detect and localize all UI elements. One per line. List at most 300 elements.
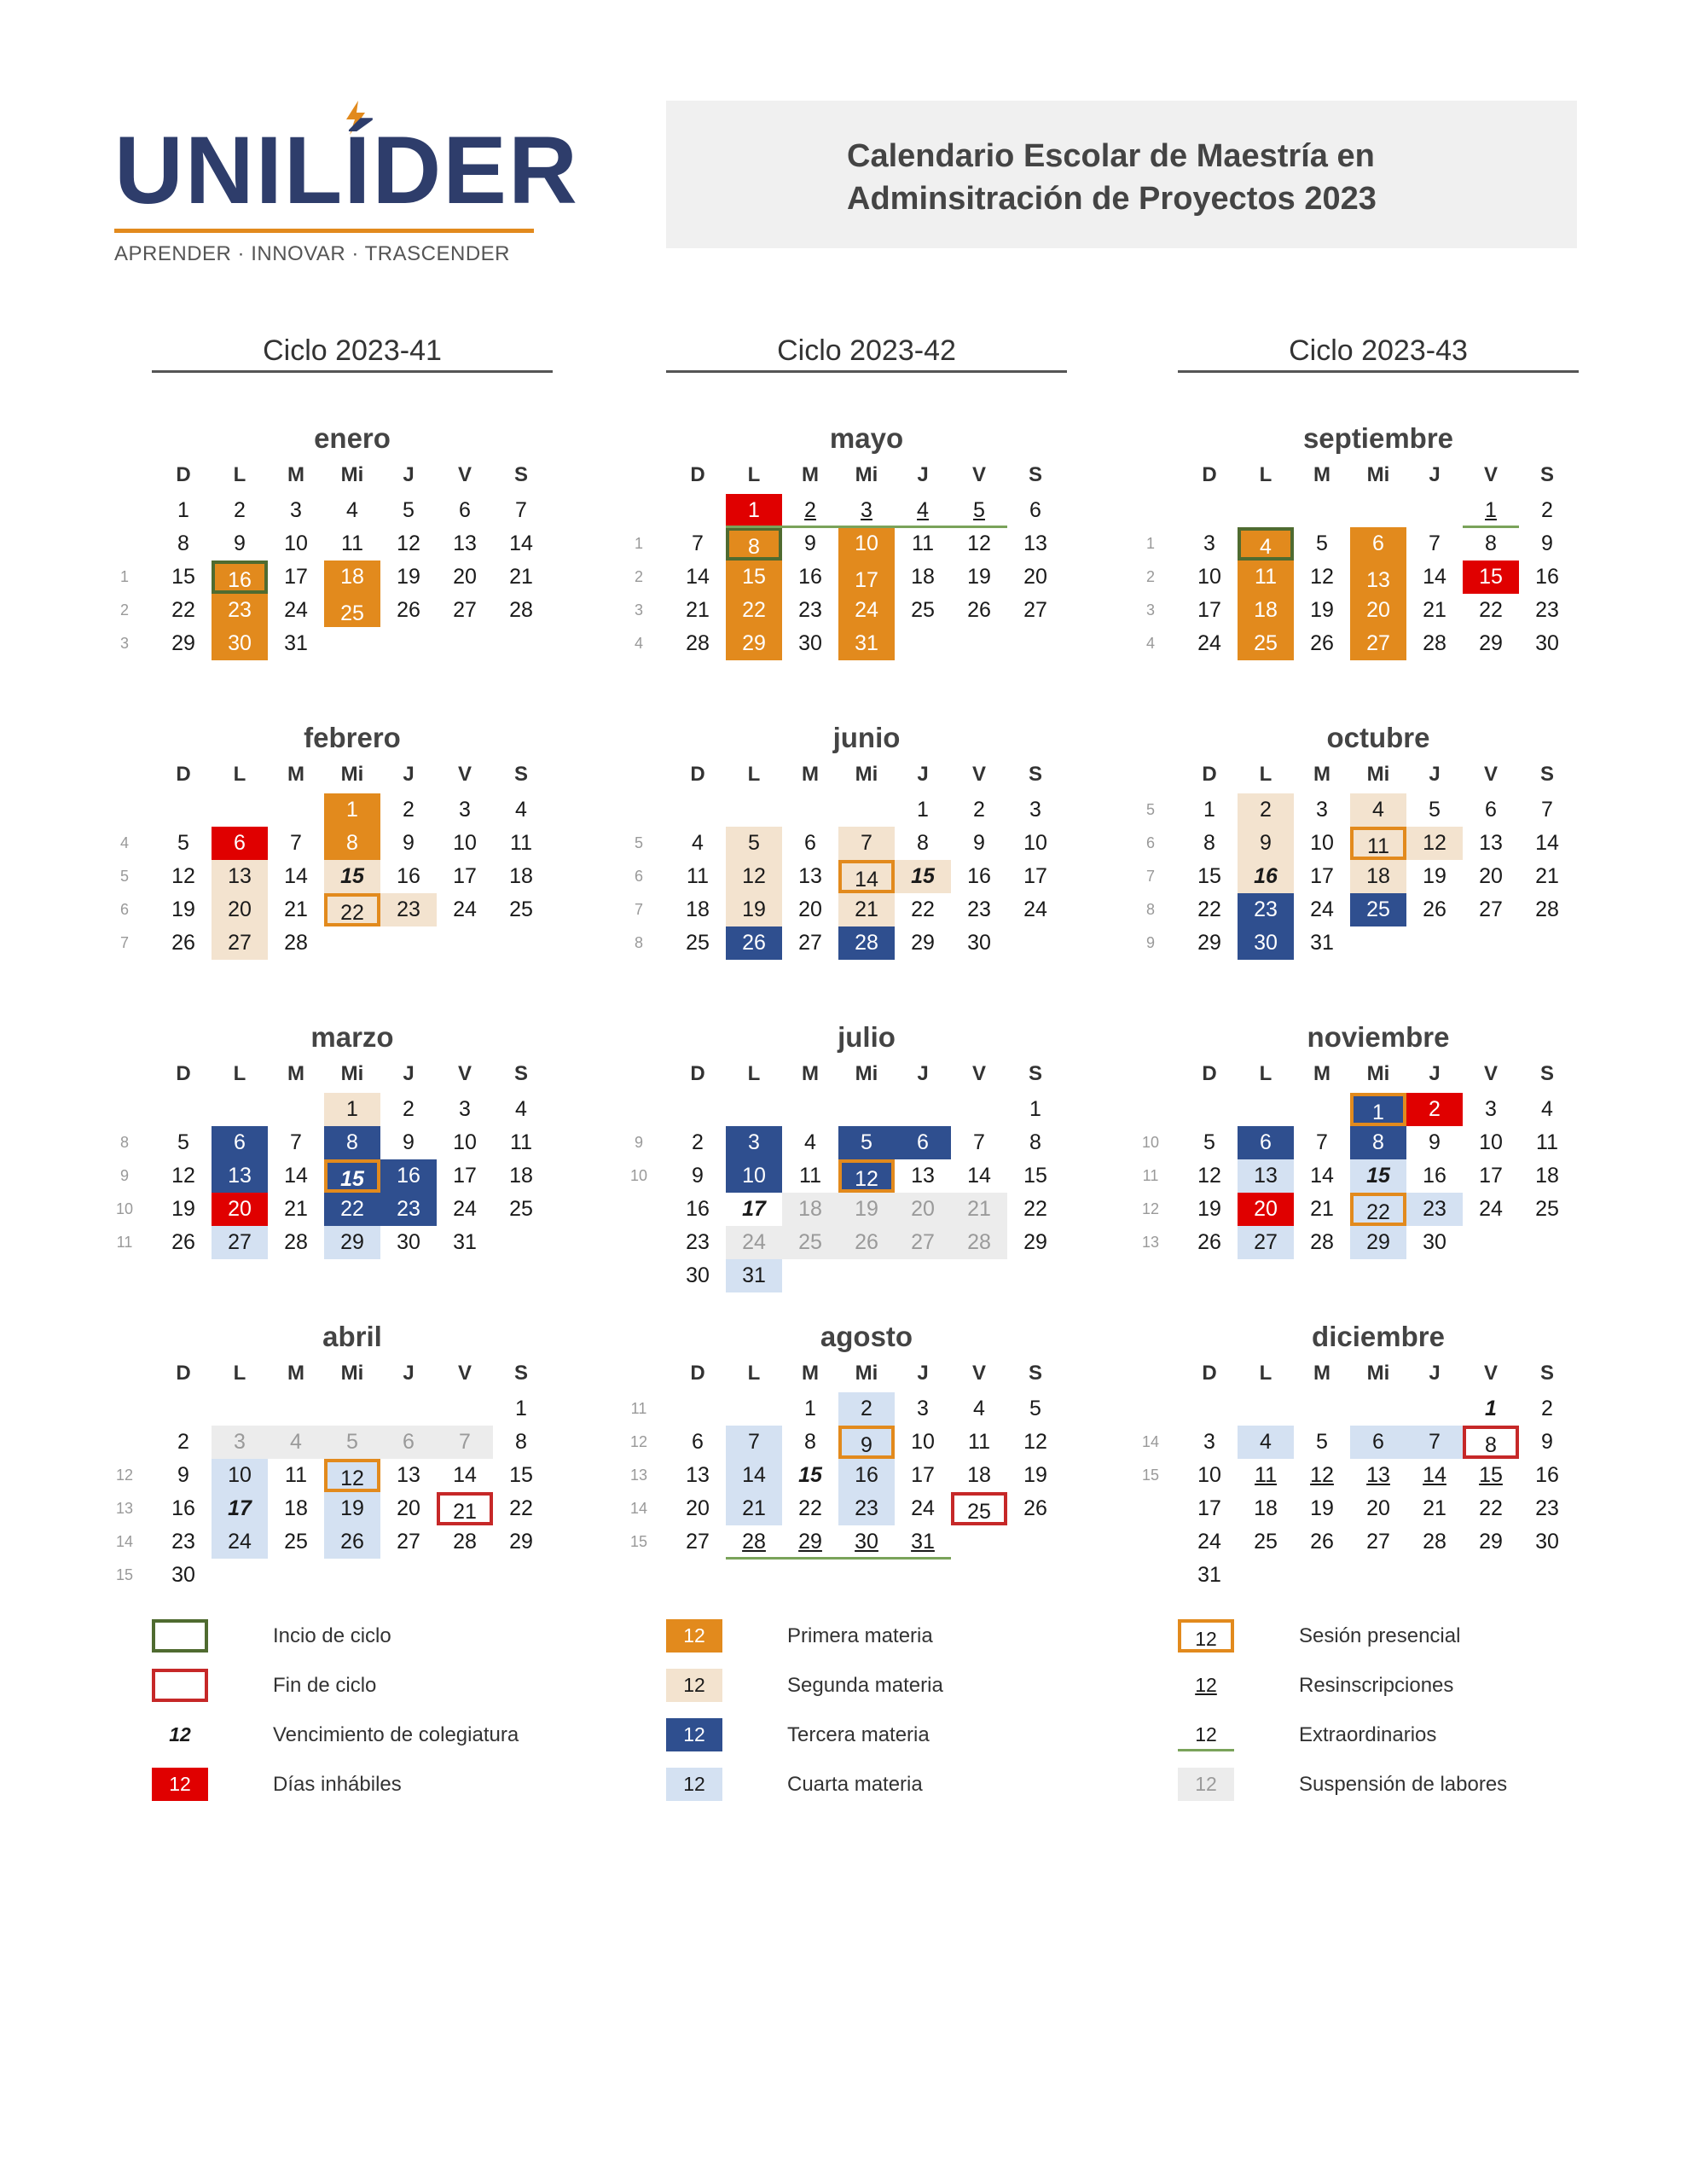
day-cell[interactable]: 11: [687, 864, 709, 888]
day-cell[interactable]: 28: [1310, 1230, 1334, 1254]
day-cell[interactable]: 11: [1536, 1130, 1558, 1154]
day-cell[interactable]: 13: [686, 1463, 710, 1487]
day-cell[interactable]: 23: [967, 897, 991, 921]
day-cell[interactable]: 10: [726, 1159, 782, 1193]
day-cell[interactable]: 26: [171, 931, 195, 955]
day-cell[interactable]: 2: [692, 1130, 704, 1154]
day-cell[interactable]: 19: [838, 1193, 895, 1226]
day-cell[interactable]: 23: [380, 1193, 437, 1226]
day-cell[interactable]: 3: [1203, 531, 1215, 555]
day-cell[interactable]: 25: [509, 897, 533, 921]
day-cell[interactable]: 23: [1406, 1193, 1463, 1226]
day-cell[interactable]: 22: [911, 897, 935, 921]
day-cell[interactable]: 18: [1535, 1164, 1559, 1188]
day-cell[interactable]: 6: [459, 498, 471, 522]
day-cell[interactable]: 15: [798, 1463, 822, 1487]
day-cell[interactable]: 8: [1485, 531, 1497, 555]
day-cell[interactable]: 14: [1423, 565, 1446, 589]
day-cell[interactable]: 25: [1535, 1197, 1559, 1221]
day-cell[interactable]: 21: [951, 1193, 1007, 1226]
day-cell[interactable]: 4: [804, 1130, 816, 1154]
day-cell[interactable]: 22: [798, 1496, 822, 1520]
day-cell[interactable]: 2: [403, 1097, 415, 1121]
day-cell[interactable]: 22: [1350, 1193, 1406, 1226]
day-cell[interactable]: 29: [1023, 1230, 1047, 1254]
day-cell[interactable]: 12: [967, 531, 991, 555]
day-cell[interactable]: 7: [1406, 1426, 1463, 1459]
day-cell[interactable]: 31: [1197, 1563, 1221, 1587]
day-cell[interactable]: 11: [341, 531, 363, 555]
day-cell[interactable]: 28: [838, 926, 895, 960]
day-cell[interactable]: 21: [284, 1197, 308, 1221]
day-cell[interactable]: 19: [967, 565, 991, 589]
day-cell[interactable]: 2: [1541, 1397, 1553, 1420]
day-cell[interactable]: 1: [515, 1397, 527, 1420]
day-cell[interactable]: 16: [967, 864, 991, 888]
day-cell[interactable]: 16: [212, 561, 268, 594]
day-cell[interactable]: 18: [509, 864, 533, 888]
day-cell[interactable]: 20: [895, 1193, 951, 1226]
day-cell[interactable]: 16: [1238, 860, 1294, 893]
day-cell[interactable]: 14: [509, 531, 533, 555]
day-cell[interactable]: 1: [1485, 1397, 1497, 1420]
day-cell[interactable]: 3: [726, 1126, 782, 1159]
day-cell[interactable]: 23: [838, 1492, 895, 1525]
day-cell[interactable]: 5: [838, 1126, 895, 1159]
day-cell[interactable]: 8: [917, 831, 929, 855]
day-cell[interactable]: 1: [726, 494, 782, 527]
day-cell[interactable]: 1: [917, 798, 929, 822]
day-cell[interactable]: 11: [510, 1130, 532, 1154]
day-cell[interactable]: 20: [686, 1496, 710, 1520]
day-cell[interactable]: 3: [459, 798, 471, 822]
day-cell[interactable]: 19: [397, 565, 420, 589]
day-cell[interactable]: 19: [1423, 864, 1446, 888]
day-cell[interactable]: 3: [459, 1097, 471, 1121]
day-cell[interactable]: 28: [1535, 897, 1559, 921]
day-cell[interactable]: 5: [177, 1130, 189, 1154]
day-cell[interactable]: 24: [453, 1197, 477, 1221]
day-cell[interactable]: 13: [212, 1159, 268, 1193]
day-cell[interactable]: 22: [1197, 897, 1221, 921]
day-cell[interactable]: 28: [1423, 1530, 1446, 1554]
day-cell[interactable]: 5: [726, 827, 782, 860]
day-cell[interactable]: 18: [967, 1463, 991, 1487]
day-cell[interactable]: 28: [951, 1226, 1007, 1259]
day-cell[interactable]: 17: [911, 1463, 935, 1487]
day-cell[interactable]: 2: [973, 798, 985, 822]
day-cell[interactable]: 20: [798, 897, 822, 921]
day-cell[interactable]: 6: [1029, 498, 1041, 522]
day-cell[interactable]: 30: [686, 1263, 710, 1287]
day-cell[interactable]: 14: [284, 864, 308, 888]
day-cell[interactable]: 29: [726, 627, 782, 660]
day-cell[interactable]: 28: [284, 1230, 308, 1254]
day-cell[interactable]: 25: [686, 931, 710, 955]
day-cell[interactable]: 9: [838, 1426, 895, 1459]
day-cell[interactable]: 9: [1429, 1130, 1441, 1154]
day-cell[interactable]: 1: [1203, 798, 1215, 822]
day-cell[interactable]: 18: [782, 1193, 838, 1226]
day-cell[interactable]: 12: [1197, 1164, 1221, 1188]
day-cell[interactable]: 6: [1350, 1426, 1406, 1459]
day-cell[interactable]: 6: [895, 1126, 951, 1159]
day-cell[interactable]: 6: [1350, 527, 1406, 561]
day-cell[interactable]: 26: [1197, 1230, 1221, 1254]
day-cell[interactable]: 15: [1023, 1164, 1047, 1188]
day-cell[interactable]: 30: [798, 631, 822, 655]
day-cell[interactable]: 29: [1479, 631, 1503, 655]
day-cell[interactable]: 14: [838, 860, 895, 893]
day-cell[interactable]: 25: [1238, 627, 1294, 660]
day-cell[interactable]: 22: [1479, 598, 1503, 622]
day-cell[interactable]: 21: [838, 893, 895, 926]
day-cell[interactable]: 1: [1485, 498, 1497, 522]
day-cell[interactable]: 12: [1310, 1463, 1334, 1487]
day-cell[interactable]: 21: [1310, 1197, 1334, 1221]
day-cell[interactable]: 18: [1238, 594, 1294, 627]
day-cell[interactable]: 10: [284, 531, 308, 555]
day-cell[interactable]: 26: [726, 926, 782, 960]
day-cell[interactable]: 13: [397, 1463, 420, 1487]
day-cell[interactable]: 20: [397, 1496, 420, 1520]
day-cell[interactable]: 26: [1023, 1496, 1047, 1520]
day-cell[interactable]: 3: [290, 498, 302, 522]
day-cell[interactable]: 7: [1316, 1130, 1328, 1154]
day-cell[interactable]: 5: [1203, 1130, 1215, 1154]
day-cell[interactable]: 27: [1479, 897, 1503, 921]
day-cell[interactable]: 9: [1541, 1430, 1553, 1454]
day-cell[interactable]: 30: [1535, 631, 1559, 655]
day-cell[interactable]: 19: [1310, 598, 1334, 622]
day-cell[interactable]: 16: [397, 864, 420, 888]
day-cell[interactable]: 3: [1316, 798, 1328, 822]
day-cell[interactable]: 8: [1029, 1130, 1041, 1154]
day-cell[interactable]: 11: [285, 1463, 307, 1487]
day-cell[interactable]: 24: [838, 594, 895, 627]
day-cell[interactable]: 25: [911, 598, 935, 622]
day-cell[interactable]: 27: [1350, 627, 1406, 660]
day-cell[interactable]: 5: [973, 498, 985, 522]
day-cell[interactable]: 3: [1485, 1097, 1497, 1121]
day-cell[interactable]: 30: [1535, 1530, 1559, 1554]
day-cell[interactable]: 27: [798, 931, 822, 955]
day-cell[interactable]: 27: [895, 1226, 951, 1259]
day-cell[interactable]: 14: [1535, 831, 1559, 855]
day-cell[interactable]: 9: [403, 831, 415, 855]
day-cell[interactable]: 17: [453, 1164, 477, 1188]
day-cell[interactable]: 4: [973, 1397, 985, 1420]
day-cell[interactable]: 9: [692, 1164, 704, 1188]
day-cell[interactable]: 10: [911, 1430, 935, 1454]
day-cell[interactable]: 27: [453, 598, 477, 622]
day-cell[interactable]: 4: [1238, 527, 1294, 561]
day-cell[interactable]: 5: [324, 1426, 380, 1459]
day-cell[interactable]: 7: [1541, 798, 1553, 822]
day-cell[interactable]: 31: [1310, 931, 1334, 955]
day-cell[interactable]: 21: [686, 598, 710, 622]
day-cell[interactable]: 18: [284, 1496, 308, 1520]
day-cell[interactable]: 6: [212, 827, 268, 860]
day-cell[interactable]: 30: [212, 627, 268, 660]
day-cell[interactable]: 9: [403, 1130, 415, 1154]
day-cell[interactable]: 4: [268, 1426, 324, 1459]
day-cell[interactable]: 7: [726, 1426, 782, 1459]
day-cell[interactable]: 22: [324, 1193, 380, 1226]
day-cell[interactable]: 30: [967, 931, 991, 955]
day-cell[interactable]: 1: [177, 498, 189, 522]
day-cell[interactable]: 22: [171, 598, 195, 622]
day-cell[interactable]: 7: [838, 827, 895, 860]
day-cell[interactable]: 13: [453, 531, 477, 555]
day-cell[interactable]: 8: [726, 527, 782, 561]
day-cell[interactable]: 17: [212, 1492, 268, 1525]
day-cell[interactable]: 4: [1350, 793, 1406, 827]
day-cell[interactable]: 26: [324, 1525, 380, 1559]
day-cell[interactable]: 21: [437, 1492, 493, 1525]
day-cell[interactable]: 16: [1535, 1463, 1559, 1487]
day-cell[interactable]: 14: [726, 1459, 782, 1492]
day-cell[interactable]: 21: [284, 897, 308, 921]
day-cell[interactable]: 29: [324, 1226, 380, 1259]
day-cell[interactable]: 21: [509, 565, 533, 589]
day-cell[interactable]: 21: [1535, 864, 1559, 888]
day-cell[interactable]: 15: [324, 1159, 380, 1193]
day-cell[interactable]: 25: [284, 1530, 308, 1554]
day-cell[interactable]: 27: [397, 1530, 420, 1554]
day-cell[interactable]: 8: [1203, 831, 1215, 855]
day-cell[interactable]: 26: [1310, 1530, 1334, 1554]
day-cell[interactable]: 19: [1197, 1197, 1221, 1221]
day-cell[interactable]: 16: [171, 1496, 195, 1520]
day-cell[interactable]: 22: [324, 893, 380, 926]
day-cell[interactable]: 28: [1423, 631, 1446, 655]
day-cell[interactable]: 9: [177, 1463, 189, 1487]
day-cell[interactable]: 21: [1423, 598, 1446, 622]
day-cell[interactable]: 8: [324, 827, 380, 860]
day-cell[interactable]: 7: [1429, 531, 1441, 555]
day-cell[interactable]: 6: [212, 1126, 268, 1159]
day-cell[interactable]: 29: [798, 1530, 822, 1554]
day-cell[interactable]: 10: [1197, 1463, 1221, 1487]
day-cell[interactable]: 16: [686, 1197, 710, 1221]
day-cell[interactable]: 25: [324, 594, 380, 627]
day-cell[interactable]: 23: [798, 598, 822, 622]
day-cell[interactable]: 31: [838, 627, 895, 660]
day-cell[interactable]: 7: [515, 498, 527, 522]
day-cell[interactable]: 24: [212, 1525, 268, 1559]
day-cell[interactable]: 6: [1485, 798, 1497, 822]
day-cell[interactable]: 15: [1463, 561, 1519, 594]
day-cell[interactable]: 26: [1423, 897, 1446, 921]
day-cell[interactable]: 18: [1350, 860, 1406, 893]
day-cell[interactable]: 11: [1238, 561, 1294, 594]
day-cell[interactable]: 27: [686, 1530, 710, 1554]
day-cell[interactable]: 26: [967, 598, 991, 622]
day-cell[interactable]: 9: [1541, 531, 1553, 555]
day-cell[interactable]: 5: [1029, 1397, 1041, 1420]
day-cell[interactable]: 15: [171, 565, 195, 589]
day-cell[interactable]: 2: [177, 1430, 189, 1454]
day-cell[interactable]: 11: [799, 1164, 821, 1188]
day-cell[interactable]: 13: [911, 1164, 935, 1188]
day-cell[interactable]: 2: [234, 498, 246, 522]
day-cell[interactable]: 8: [324, 1126, 380, 1159]
day-cell[interactable]: 28: [453, 1530, 477, 1554]
day-cell[interactable]: 1: [324, 793, 380, 827]
day-cell[interactable]: 29: [1479, 1530, 1503, 1554]
day-cell[interactable]: 22: [726, 594, 782, 627]
day-cell[interactable]: 3: [1203, 1430, 1215, 1454]
day-cell[interactable]: 23: [171, 1530, 195, 1554]
day-cell[interactable]: 25: [509, 1197, 533, 1221]
day-cell[interactable]: 13: [212, 860, 268, 893]
day-cell[interactable]: 24: [1197, 631, 1221, 655]
day-cell[interactable]: 24: [1197, 1530, 1221, 1554]
day-cell[interactable]: 27: [1023, 598, 1047, 622]
day-cell[interactable]: 29: [1350, 1226, 1406, 1259]
day-cell[interactable]: 31: [284, 631, 308, 655]
day-cell[interactable]: 10: [453, 831, 477, 855]
day-cell[interactable]: 21: [726, 1492, 782, 1525]
day-cell[interactable]: 16: [1423, 1164, 1446, 1188]
day-cell[interactable]: 16: [838, 1459, 895, 1492]
day-cell[interactable]: 17: [453, 864, 477, 888]
day-cell[interactable]: 27: [212, 1226, 268, 1259]
day-cell[interactable]: 14: [967, 1164, 991, 1188]
day-cell[interactable]: 8: [1463, 1426, 1519, 1459]
day-cell[interactable]: 30: [171, 1563, 195, 1587]
day-cell[interactable]: 23: [686, 1230, 710, 1254]
day-cell[interactable]: 11: [968, 1430, 990, 1454]
day-cell[interactable]: 19: [171, 897, 195, 921]
day-cell[interactable]: 3: [917, 1397, 929, 1420]
day-cell[interactable]: 19: [1310, 1496, 1334, 1520]
day-cell[interactable]: 23: [1535, 598, 1559, 622]
day-cell[interactable]: 16: [1535, 565, 1559, 589]
day-cell[interactable]: 3: [861, 498, 872, 522]
day-cell[interactable]: 12: [726, 860, 782, 893]
day-cell[interactable]: 2: [804, 498, 816, 522]
day-cell[interactable]: 14: [1310, 1164, 1334, 1188]
day-cell[interactable]: 5: [177, 831, 189, 855]
day-cell[interactable]: 6: [804, 831, 816, 855]
day-cell[interactable]: 28: [284, 931, 308, 955]
day-cell[interactable]: 13: [1479, 831, 1503, 855]
day-cell[interactable]: 12: [324, 1459, 380, 1492]
day-cell[interactable]: 4: [917, 498, 929, 522]
day-cell[interactable]: 18: [1254, 1496, 1278, 1520]
day-cell[interactable]: 2: [838, 1392, 895, 1426]
day-cell[interactable]: 17: [742, 1197, 766, 1221]
day-cell[interactable]: 11: [912, 531, 934, 555]
day-cell[interactable]: 24: [1479, 1197, 1503, 1221]
day-cell[interactable]: 30: [855, 1530, 878, 1554]
day-cell[interactable]: 27: [1366, 1530, 1390, 1554]
day-cell[interactable]: 15: [895, 860, 951, 893]
day-cell[interactable]: 19: [171, 1197, 195, 1221]
day-cell[interactable]: 17: [1023, 864, 1047, 888]
day-cell[interactable]: 19: [726, 893, 782, 926]
day-cell[interactable]: 25: [951, 1492, 1007, 1525]
day-cell[interactable]: 13: [1023, 531, 1047, 555]
day-cell[interactable]: 17: [1197, 1496, 1221, 1520]
day-cell[interactable]: 19: [1023, 1463, 1047, 1487]
day-cell[interactable]: 3: [1029, 798, 1041, 822]
day-cell[interactable]: 11: [510, 831, 532, 855]
day-cell[interactable]: 12: [1310, 565, 1334, 589]
day-cell[interactable]: 14: [686, 565, 710, 589]
day-cell[interactable]: 10: [212, 1459, 268, 1492]
day-cell[interactable]: 13: [798, 864, 822, 888]
day-cell[interactable]: 19: [324, 1492, 380, 1525]
day-cell[interactable]: 23: [380, 893, 437, 926]
day-cell[interactable]: 5: [1316, 531, 1328, 555]
day-cell[interactable]: 12: [1023, 1430, 1047, 1454]
day-cell[interactable]: 26: [838, 1226, 895, 1259]
day-cell[interactable]: 20: [212, 893, 268, 926]
day-cell[interactable]: 7: [437, 1426, 493, 1459]
day-cell[interactable]: 6: [380, 1426, 437, 1459]
day-cell[interactable]: 8: [804, 1430, 816, 1454]
day-cell[interactable]: 24: [1310, 897, 1334, 921]
day-cell[interactable]: 29: [1197, 931, 1221, 955]
day-cell[interactable]: 29: [911, 931, 935, 955]
day-cell[interactable]: 9: [234, 531, 246, 555]
day-cell[interactable]: 11: [1350, 827, 1406, 860]
day-cell[interactable]: 17: [838, 561, 895, 594]
day-cell[interactable]: 30: [1423, 1230, 1446, 1254]
day-cell[interactable]: 18: [686, 897, 710, 921]
day-cell[interactable]: 18: [324, 561, 380, 594]
day-cell[interactable]: 14: [453, 1463, 477, 1487]
day-cell[interactable]: 2: [1238, 793, 1294, 827]
day-cell[interactable]: 9: [804, 531, 816, 555]
day-cell[interactable]: 7: [692, 531, 704, 555]
day-cell[interactable]: 15: [324, 860, 380, 893]
day-cell[interactable]: 30: [1238, 926, 1294, 960]
day-cell[interactable]: 26: [1310, 631, 1334, 655]
day-cell[interactable]: 17: [1310, 864, 1334, 888]
day-cell[interactable]: 12: [171, 864, 195, 888]
day-cell[interactable]: 20: [1238, 1193, 1294, 1226]
day-cell[interactable]: 22: [509, 1496, 533, 1520]
day-cell[interactable]: 15: [509, 1463, 533, 1487]
day-cell[interactable]: 4: [515, 1097, 527, 1121]
day-cell[interactable]: 12: [397, 531, 420, 555]
day-cell[interactable]: 27: [212, 926, 268, 960]
day-cell[interactable]: 24: [1023, 897, 1047, 921]
day-cell[interactable]: 5: [403, 498, 415, 522]
day-cell[interactable]: 23: [1535, 1496, 1559, 1520]
day-cell[interactable]: 4: [346, 498, 358, 522]
day-cell[interactable]: 6: [1238, 1126, 1294, 1159]
day-cell[interactable]: 26: [397, 598, 420, 622]
day-cell[interactable]: 25: [1350, 893, 1406, 926]
day-cell[interactable]: 23: [1238, 893, 1294, 926]
day-cell[interactable]: 8: [1350, 1126, 1406, 1159]
day-cell[interactable]: 20: [212, 1193, 268, 1226]
day-cell[interactable]: 13: [1350, 561, 1406, 594]
day-cell[interactable]: 14: [284, 1164, 308, 1188]
day-cell[interactable]: 15: [1479, 1463, 1503, 1487]
day-cell[interactable]: 18: [911, 565, 935, 589]
day-cell[interactable]: 17: [1479, 1164, 1503, 1188]
day-cell[interactable]: 2: [1541, 498, 1553, 522]
day-cell[interactable]: 7: [973, 1130, 985, 1154]
day-cell[interactable]: 10: [1023, 831, 1047, 855]
day-cell[interactable]: 29: [171, 631, 195, 655]
